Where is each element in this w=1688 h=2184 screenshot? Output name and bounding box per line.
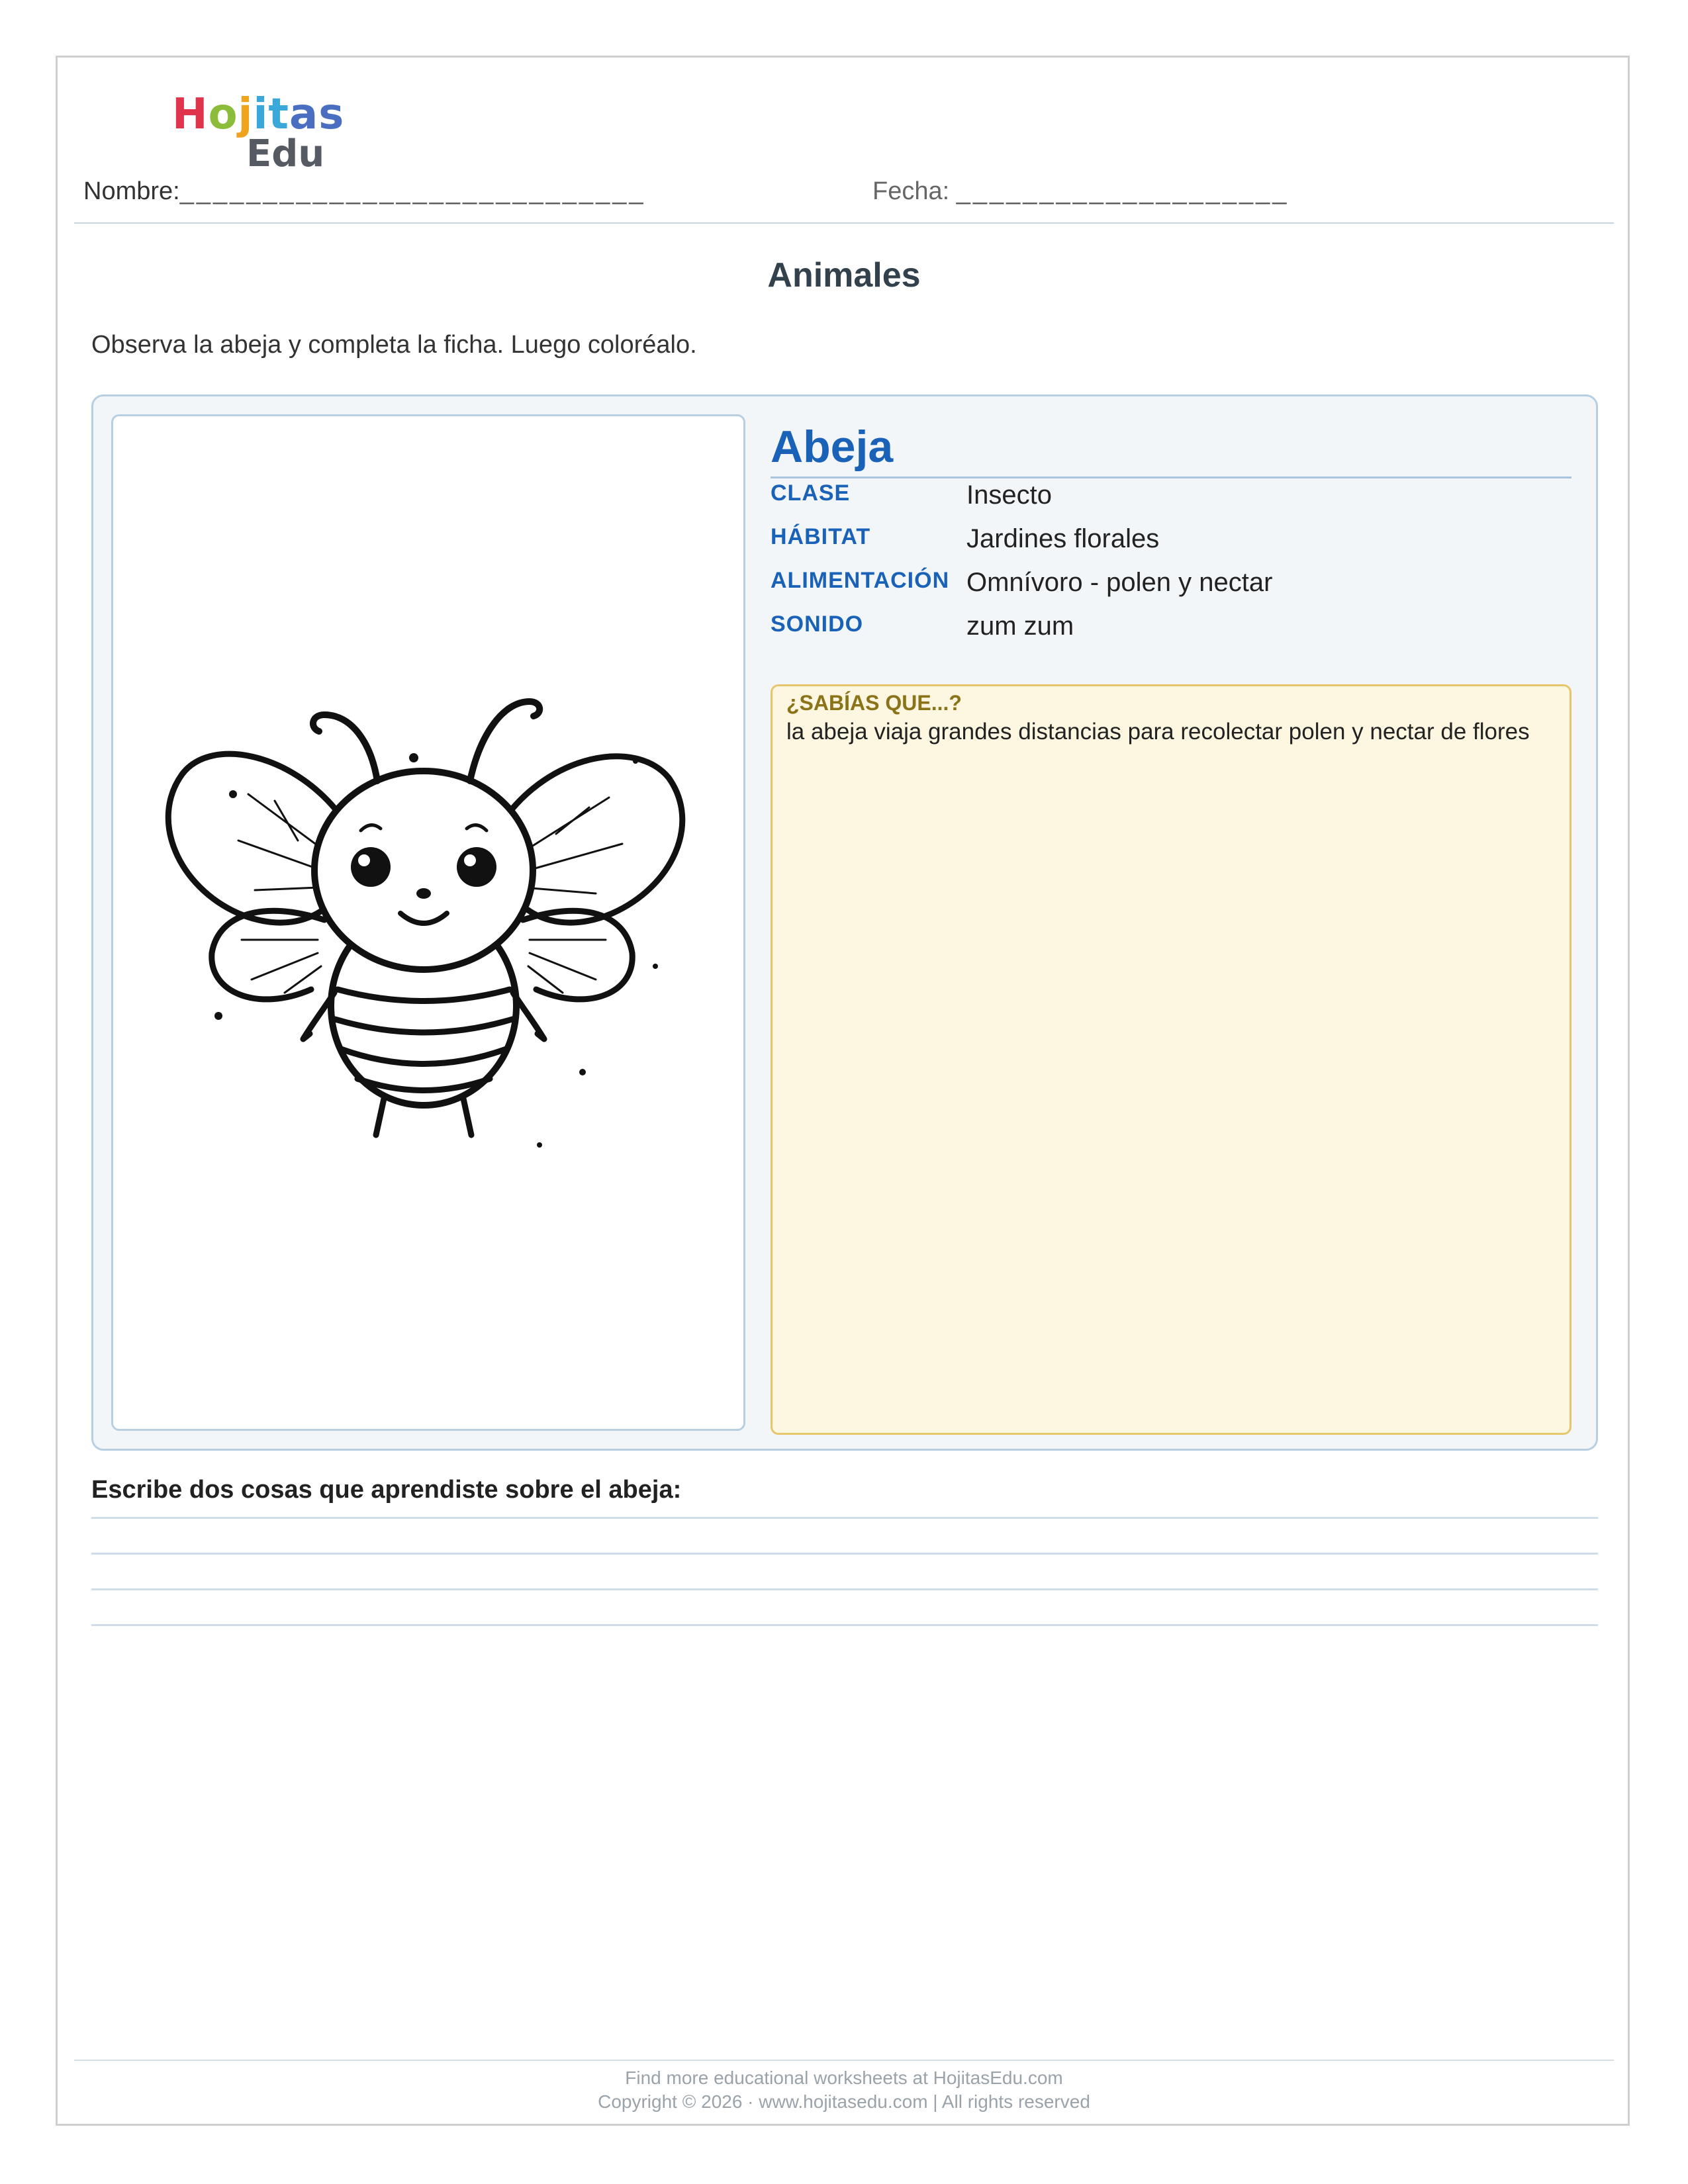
footer-line-2: Copyright © 2026 · www.hojitasedu.com | All rights reserved	[598, 2091, 1090, 2112]
class-label: CLASE	[771, 480, 851, 506]
class-value: Insecto	[966, 480, 1052, 510]
date-field[interactable]	[872, 177, 1289, 206]
habitat-value: Jardines florales	[966, 524, 1160, 553]
hojitas-edu-logo	[99, 78, 397, 177]
fun-fact-box	[771, 684, 1571, 1435]
logo-letter: i	[253, 90, 269, 139]
logo-letter: H	[172, 90, 209, 139]
logo-letter: s	[318, 90, 345, 139]
logo-wordmark	[172, 90, 344, 139]
footer-divider	[74, 2060, 1614, 2061]
sound-value: zum zum	[966, 612, 1074, 641]
sound-label: SONIDO	[771, 612, 864, 637]
bee-coloring-icon	[132, 622, 722, 1218]
fun-fact-title: ¿SABÍAS QUE...?	[786, 691, 962, 715]
name-label: Nombre:	[83, 177, 180, 205]
animal-name: Abeja	[771, 422, 894, 472]
logo-subtitle: Edu	[246, 132, 325, 175]
fun-fact-text: la abeja viaja grandes distancias para recolectar polen y nectar de flores	[786, 719, 1530, 745]
writing-line[interactable]	[91, 1624, 1598, 1626]
logo-letter: j	[238, 90, 254, 139]
diet-value: Omnívoro - polen y nectar	[966, 568, 1273, 597]
page-title: Animales	[767, 256, 921, 295]
date-label: Fecha:	[872, 177, 950, 205]
footer-line-1: Find more educational worksheets at HojitasEdu.com	[625, 2068, 1063, 2088]
habitat-label: HÁBITAT	[771, 524, 871, 549]
writing-line[interactable]	[91, 1517, 1598, 1519]
writing-line[interactable]	[91, 1588, 1598, 1590]
logo-letter: t	[268, 90, 289, 139]
name-field[interactable]	[83, 177, 645, 206]
header-divider	[74, 222, 1614, 224]
name-blank[interactable]: ____________________________	[179, 177, 646, 205]
instructions-text: Observa la abeja y completa la ficha. Luego coloréalo.	[91, 331, 697, 359]
animal-name-divider	[771, 477, 1571, 478]
writing-line[interactable]	[91, 1553, 1598, 1555]
writing-prompt: Escribe dos cosas que aprendiste sobre el abeja:	[91, 1476, 682, 1504]
diet-label: ALIMENTACIÓN	[771, 568, 950, 593]
logo-letter: a	[289, 90, 319, 139]
logo-letter: o	[208, 90, 238, 139]
date-blank[interactable]: ____________________	[956, 177, 1289, 205]
